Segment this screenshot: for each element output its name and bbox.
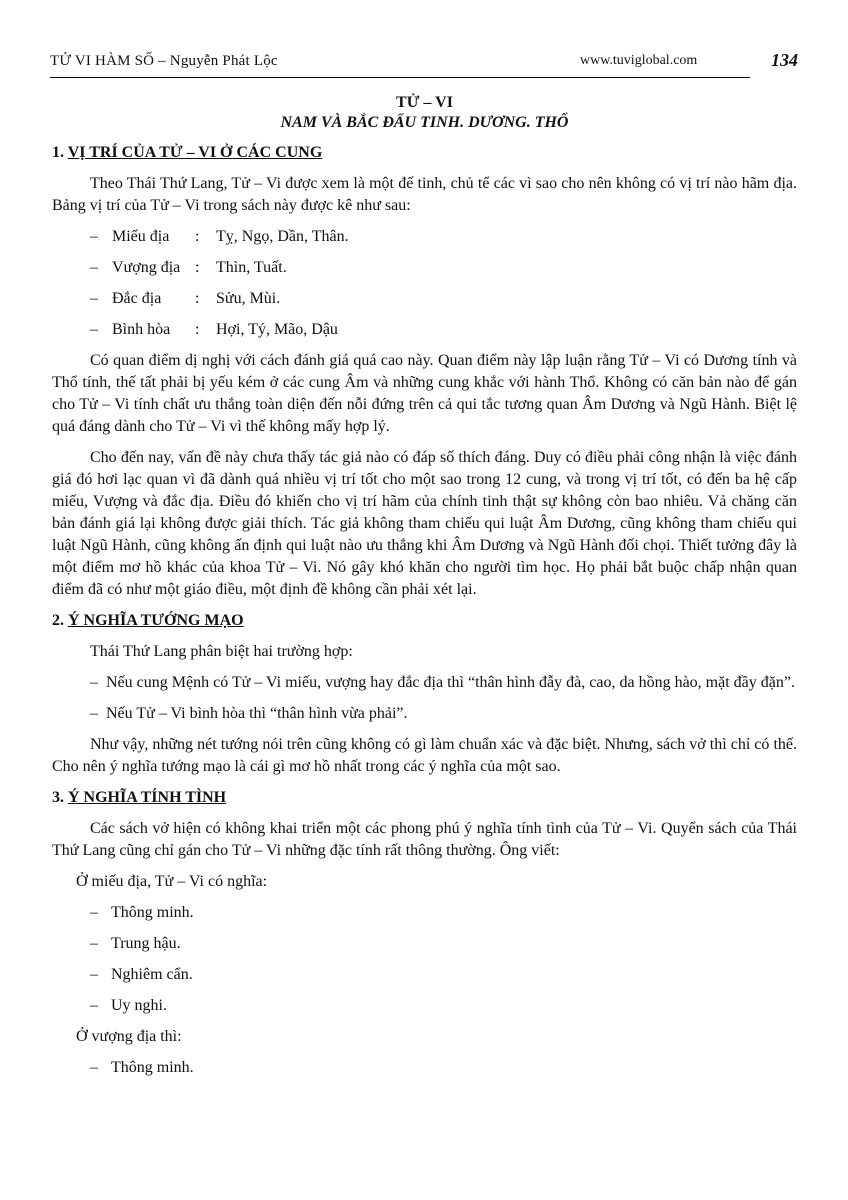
list-dash: – <box>90 904 98 921</box>
position-value: Sửu, Mùi. <box>216 290 281 307</box>
list-dash: – <box>90 705 98 722</box>
colon: : <box>195 228 200 245</box>
list-dash: – <box>90 290 98 307</box>
list-dash: – <box>90 935 98 952</box>
section-heading-2 <box>52 610 797 632</box>
paragraph: Có quan điểm dị nghị với cách đánh giá quá cao này. Quan điểm này lập luận rằng Tử – Vi có Dương tính và Thổ tính, thế tất phải bị yếu kém ở các cung Âm và những cung khắc với hành Thổ. Không có căn bản nào để gán cho Tử – Vi tính chất ưu thắng toàn diện đến nỗi đứng trên cả qui tắc tương quan Âm Dương và Ngũ Hành. Biệt lệ quá đáng dành cho Tử – Vi vì thế không mấy hợp lý. <box>52 352 797 435</box>
position-label: Đắc địa <box>112 290 162 307</box>
section-title: VỊ TRÍ CỦA TỬ – VI Ở CÁC CUNG <box>67 144 323 161</box>
paragraph: Theo Thái Thứ Lang, Tử – Vi được xem là một đế tinh, chủ tể các vì sao cho nên không có vị trí nào hãm địa. Bảng vị trí của Tử – Vi trong sách này được kê như sau: <box>52 175 797 214</box>
list-dash: – <box>90 259 98 276</box>
section-heading-3 <box>52 787 797 809</box>
list-item-text: Thông minh. <box>111 904 194 921</box>
list-item-text: Nghiêm cẩn. <box>111 966 193 983</box>
list-item-text: Nếu cung Mệnh có Tử – Vi miếu, vượng hay đắc địa thì “thân hình đẫy đà, cao, da hồng hào, mặt đầy đặn”. <box>106 674 795 691</box>
page-header <box>50 50 798 80</box>
colon: : <box>195 259 200 276</box>
list-item <box>52 703 797 725</box>
list-dash: – <box>90 1059 98 1076</box>
list-dash: – <box>90 228 98 245</box>
list-item <box>52 902 797 924</box>
chapter-subtitle: NAM VÀ BẮC ĐẨU TINH. DƯƠNG. THỔ <box>280 114 569 131</box>
list-dash: – <box>90 674 98 691</box>
list-item-text: Nếu Tử – Vi bình hòa thì “thân hình vừa phải”. <box>106 705 408 722</box>
list-item <box>52 672 797 694</box>
paragraph: Như vậy, những nét tướng nói trên cũng không có gì làm chuẩn xác và đặc biệt. Nhưng, sách vở thì chỉ có thế. Cho nên ý nghĩa tướng mạo là cái gì mơ hồ nhất trong các ý nghĩa của một sao. <box>52 736 797 775</box>
section-number: 3. <box>52 789 64 806</box>
list-dash: – <box>90 966 98 983</box>
list-item-text: Thông minh. <box>111 1059 194 1076</box>
section-number: 2. <box>52 612 64 629</box>
list-item <box>52 1057 797 1079</box>
paragraph: Các sách vở hiện có không khai triển một các phong phú ý nghĩa tính tình của Tử – Vi. Quyển sách của Thái Thứ Lang cũng chỉ gán cho Tử – Vi những đặc tính rất thông thường. Ông viết: <box>52 820 797 859</box>
page-number: 134 <box>771 50 798 70</box>
position-label: Miếu địa <box>112 228 170 245</box>
paragraph: Thái Thứ Lang phân biệt hai trường hợp: <box>90 643 353 660</box>
list-item <box>52 933 797 955</box>
position-row <box>52 226 797 248</box>
website-url[interactable]: www.tuviglobal.com <box>580 53 698 68</box>
position-label: Vượng địa <box>112 259 181 276</box>
section-heading-1 <box>52 142 797 164</box>
position-label: Bình hòa <box>112 321 171 338</box>
header-rule <box>50 77 750 78</box>
list-item <box>52 995 797 1017</box>
list-item-text: Uy nghi. <box>111 997 167 1014</box>
paragraph: Cho đến nay, vấn đề này chưa thấy tác giả nào có đáp số thích đáng. Duy có điều phải công nhận là việc đánh giá đó hơi lạc quan vì đã dành quá nhiều vị trí tốt cho một sao trong 12 cung, và trong vị trí tốt, có đến ba hệ cấp miếu, Vượng và đắc địa. Điều đó khiến cho vị trí hãm của chính tinh thật sự không còn bao nhiêu. Vả chăng căn bản đánh giá lại không được giải thích. Tác giả không tham chiếu qui luật Âm Dương, cũng không tham chiếu qui luật Ngũ Hành, cũng không ấn định qui luật nào ưu thắng khi Âm Dương và Ngũ Hành đối chọi. Thiết tưởng đây là một điểm mơ hồ khác của khoa Tử – Vi. Nó gây khó khăn cho người tìm học. Họ phải bắt buộc chấp nhận quan điểm đã có như một giáo điều, một định đề không cần phải xét lại. <box>52 449 797 598</box>
colon: : <box>195 290 200 307</box>
position-value: Hợi, Tý, Mão, Dậu <box>216 321 338 338</box>
section-title: Ý NGHĨA TÍNH TÌNH <box>68 789 227 806</box>
section-title: Ý NGHĨA TƯỚNG MẠO <box>68 612 244 629</box>
position-value: Tỵ, Ngọ, Dần, Thân. <box>216 228 349 245</box>
position-row <box>52 257 797 279</box>
book-title: TỬ VI HÀM SỐ – Nguyễn Phát Lộc <box>50 53 278 69</box>
sub-label: Ở vượng địa thì: <box>76 1028 182 1045</box>
list-item <box>52 964 797 986</box>
list-dash: – <box>90 321 98 338</box>
position-row <box>52 319 797 341</box>
sub-label: Ở miếu địa, Tử – Vi có nghĩa: <box>76 873 268 890</box>
document-body <box>52 93 797 1088</box>
list-item-text: Trung hậu. <box>111 935 181 952</box>
position-row <box>52 288 797 310</box>
position-value: Thìn, Tuất. <box>216 259 287 276</box>
section-number: 1. <box>52 144 64 161</box>
colon: : <box>195 321 200 338</box>
list-dash: – <box>90 997 98 1014</box>
chapter-title: TỬ – VI <box>396 94 453 111</box>
